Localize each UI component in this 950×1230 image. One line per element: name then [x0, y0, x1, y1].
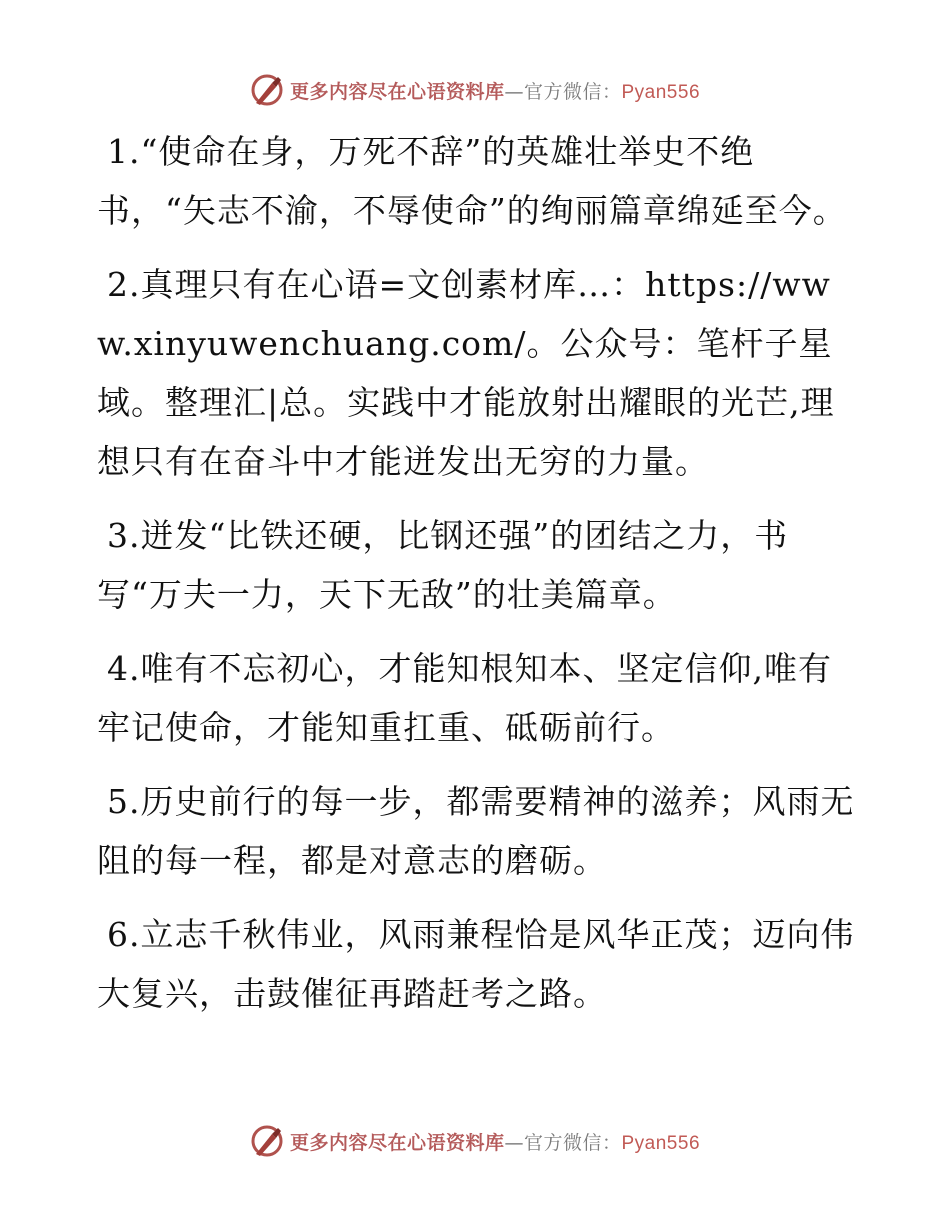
footer-text [290, 1128, 700, 1155]
footer-wechat-label: 官方微信： [523, 1131, 622, 1154]
header-wechat-id: Pyan556 [621, 81, 701, 103]
paragraph-1: 1.“使命在身，万死不辞”的英雄壮举史不绝书，“矢志不渝，不辱使命”的绚丽篇章绵延至今。 [97, 132, 847, 230]
header-wechat-label: 官方微信： [523, 80, 622, 103]
footer-main: 更多内容尽在心语资料库 [289, 1131, 505, 1154]
header-watermark [0, 70, 950, 110]
paragraph-4: 4.唯有不忘初心，才能知根知本、坚定信仰,唯有牢记使命，才能知重扛重、砥砺前行。 [97, 649, 832, 747]
paragraph-3: 3.迸发“比铁还硬，比钢还强”的团结之力，书写“万夫一力，天下无敌”的壮美篇章。 [97, 516, 789, 614]
footer-wechat-id: Pyan556 [621, 1132, 701, 1154]
header-main: 更多内容尽在心语资料库 [289, 80, 505, 103]
pen-logo-icon [250, 73, 284, 107]
pen-logo-icon [250, 1124, 284, 1158]
document-body [97, 122, 857, 1038]
paragraph-5: 5.历史前行的每一步，都需要精神的滋养；风雨无阻的每一程，都是对意志的磨砺。 [97, 782, 855, 880]
header-text [290, 77, 700, 104]
paragraph-6: 6.立志千秋伟业，风雨兼程恰是风华正茂；迈向伟大复兴，击鼓催征再踏赶考之路。 [97, 915, 855, 1013]
footer-watermark [0, 1121, 950, 1161]
footer-separator: — [504, 1131, 524, 1154]
header-separator: — [504, 80, 524, 103]
paragraph-2: 2.真理只有在心语=文创素材库…：https://www.xinyuwenchuang.com/。公众号：笔杆子星域。整理汇|总。实践中才能放射出耀眼的光芒,理想只有在奋斗中才能迸发出无穷的力量。 [97, 265, 835, 481]
